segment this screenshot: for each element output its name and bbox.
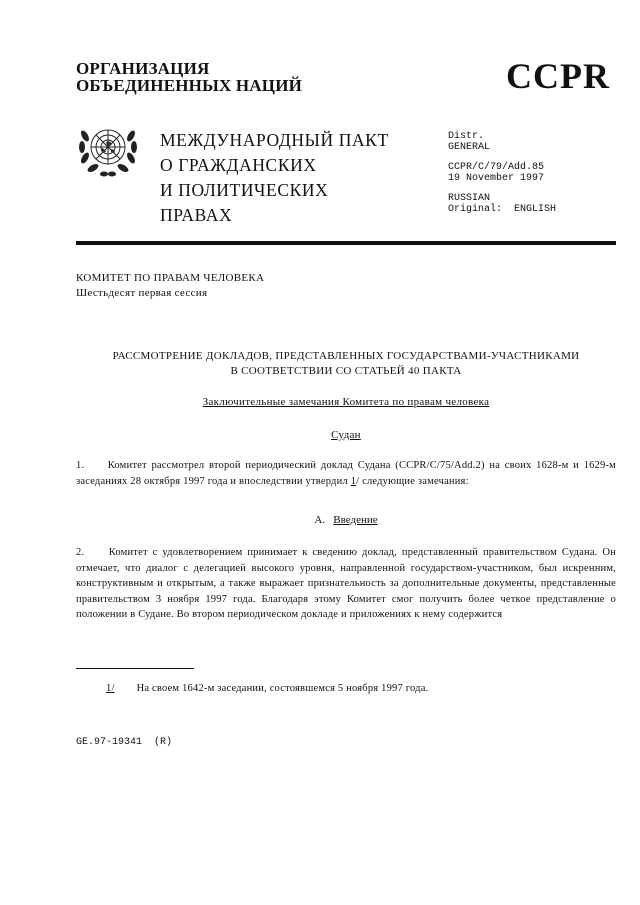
footnote-divider [76,668,194,669]
paragraph-number: 2. [76,547,85,558]
session-name: Шестьдесят первая сессия [76,287,208,299]
main-heading-line1: РАССМОТРЕНИЕ ДОКЛАДОВ, ПРЕДСТАВЛЕННЫХ ГОСУДАРСТВАМИ-УЧАСТНИКАМИ [112,350,580,362]
footnote-number: 1 [106,683,112,694]
distr-label: Distr. [448,131,485,142]
distribution-metadata [448,131,556,215]
distr-general: GENERAL [448,142,491,153]
paragraph-text: Комитет рассмотрел второй периодический доклад Судана (CCPR/C/75/Add.2) на своих 1628-м и 1629-м заседаниях 28 октября 1997 года и впоследствии утвердил [76,460,616,487]
document-symbol-large: CCPR [506,56,610,96]
covenant-title-line3: И ПОЛИТИЧЕСКИХ [160,180,329,200]
covenant-title-line2: О ГРАЖДАНСКИХ [160,155,317,175]
committee-block [76,271,264,301]
header-divider [76,241,616,245]
paragraph-2 [76,545,616,623]
document-number: GE.97-19341 (R) [76,737,173,748]
org-name-line2: ОБЪЕДИНЕННЫХ НАЦИЙ [76,76,303,95]
un-emblem-icon [76,118,140,182]
main-heading [76,349,616,379]
footnote-reference: 1 [350,475,357,487]
section-title: Введение [333,514,378,526]
section-a-heading [76,514,616,526]
footnote-marker [106,683,115,694]
covenant-title-line4: ПРАВАХ [160,205,233,225]
covenant-title [160,128,389,228]
doc-date: 19 November 1997 [448,173,545,184]
covenant-title-line1: МЕЖДУНАРОДНЫЙ ПАКТ [160,130,389,150]
doc-language: RUSSIAN [448,193,491,204]
footnote [106,683,428,694]
paragraph-1 [76,458,616,489]
committee-name: КОМИТЕТ ПО ПРАВАМ ЧЕЛОВЕКА [76,272,265,284]
subheading: Заключительные замечания Комитета по правам человека [202,396,490,408]
footnote-slash: / [111,683,115,694]
paragraph-text-tail: / следующие замечания: [356,475,469,487]
main-heading-line2: В СООТВЕТСТВИИ СО СТАТЬЕЙ 40 ПАКТА [230,365,462,377]
doc-symbol: CCPR/C/79/Add.85 [448,162,545,173]
country-heading: Судан [331,429,361,441]
paragraph-number: 1. [76,460,85,471]
paragraph-text: Комитет с удовлетворением принимает к сведению доклад, представленный правительством Судана. Он отмечает, что диалог с делегацией высокого уровня, направленной государством-участником, был искренним, конструктивным и открытым, а также выражает признательность за дополнительные документы, представленные правительством 3 ноября 1997 года. Благодаря этому Комитет смог получить более четкое представление о положении в Судане. Во втором периодическом докладе и приложениях к нему содержится [76,547,616,620]
organization-name [76,60,302,94]
doc-original-language: Original: ENGLISH [448,204,557,215]
org-name-line1: ОРГАНИЗАЦИЯ [76,59,210,78]
section-letter: A. [314,514,326,526]
footnote-text: На своем 1642-м заседании, состоявшемся 5 ноября 1997 года. [136,683,429,694]
